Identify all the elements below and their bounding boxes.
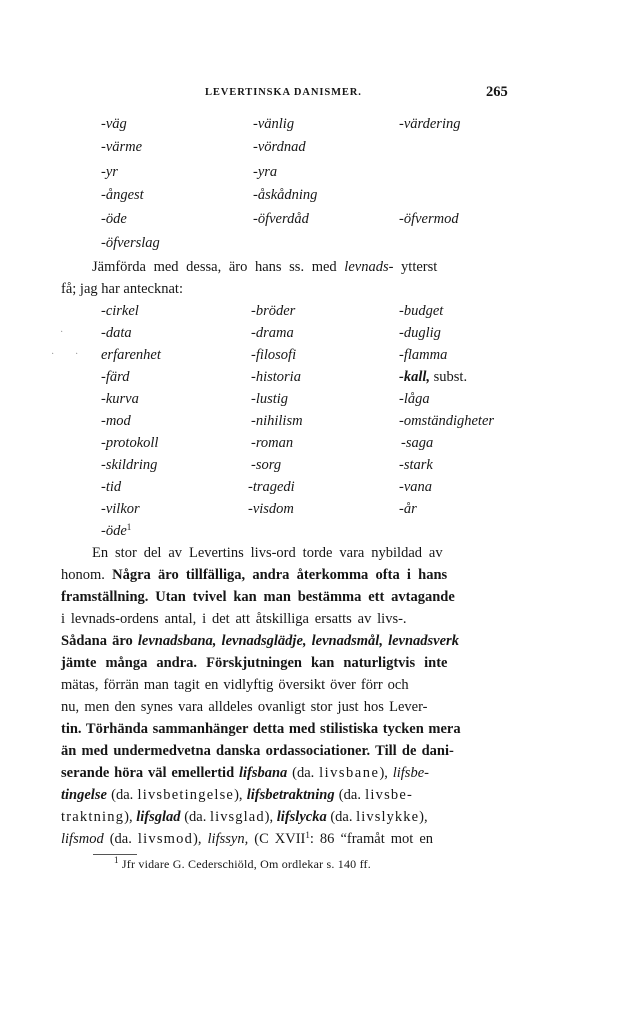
print-speck: · — [75, 349, 79, 360]
word-entry: -år — [399, 501, 417, 517]
paragraph-line — [61, 655, 447, 672]
paragraph-line — [61, 633, 459, 650]
text-run: Sådana äro — [61, 633, 138, 649]
text-run: (da. — [334, 787, 366, 803]
footnote-text: Jfr vidare G. Cederschiöld, Om ordlekar s. 140 ff. — [118, 857, 371, 871]
word-entry: -drama — [251, 325, 294, 341]
text-run: (da. — [106, 787, 138, 803]
footnote-ref: 1 — [126, 522, 132, 532]
word-entry-text: -öde — [101, 523, 127, 539]
word-entry: -cirkel — [101, 303, 139, 319]
word-entry: -värdering — [399, 116, 461, 132]
text-run: serande — [61, 765, 115, 781]
word-entry: -tid — [101, 479, 122, 495]
italic-term: lifsglad — [136, 809, 181, 825]
word-entry: -yra — [253, 164, 278, 180]
text-run: än med undermedvetna danska ordassociationer. — [61, 743, 376, 759]
footnote-marker: 1 — [114, 855, 119, 865]
text-run: honom. — [61, 567, 113, 583]
text-run: ), — [379, 765, 393, 781]
word-entry: erfarenhet — [101, 347, 161, 363]
intro-text: ytterst — [393, 259, 438, 275]
italic-term: lifssyn, — [207, 831, 249, 847]
running-title: LEVERTINSKA DANISMER. — [205, 87, 362, 98]
italic-term: lifsmod — [61, 831, 104, 847]
word-entry: -värme — [101, 139, 143, 155]
italic-term: tingelse — [61, 787, 107, 803]
word-entry: -vilkor — [101, 501, 140, 517]
italic-term: levnadsmål, — [311, 633, 383, 649]
spaced-term: livsbetingelse — [137, 787, 235, 803]
word-entry: -omständigheter — [399, 413, 495, 429]
paragraph-line: En stor del av Levertins livs-ord torde vara nybildad av — [92, 545, 443, 561]
text-run: Några äro tillfälliga, andra återkomma ofta i hans — [112, 567, 448, 583]
footnote — [114, 857, 371, 872]
text-run: ), — [193, 831, 208, 847]
text-run: : 86 “framåt mot en — [309, 831, 434, 847]
text-run: (da. — [180, 809, 210, 825]
word-entry: -vänlig — [253, 116, 295, 132]
spaced-term: livsbe- — [365, 787, 414, 803]
italic-term: lifsbana — [238, 765, 288, 781]
paragraph-line — [61, 831, 433, 848]
reference-superscript: 1 — [305, 830, 310, 840]
word-entry — [399, 369, 467, 386]
text-run: Förskjutningen kan naturligtvis inte — [206, 655, 448, 671]
paragraph-line — [61, 743, 454, 760]
word-entry: -saga — [401, 435, 434, 451]
spaced-term: livsglad — [209, 809, 265, 825]
text-run: jämte många andra. — [61, 655, 207, 671]
text-run: Törhända sammanhänger detta med stilistiska tycken mera — [85, 721, 461, 737]
word-entry: -data — [101, 325, 132, 341]
text-run: (C XVII — [248, 831, 306, 847]
intro-line-2: få; jag har antecknat: — [61, 281, 183, 297]
italic-term: levnadsverk — [388, 633, 459, 649]
word-entry: -öfvermod — [399, 211, 459, 227]
italic-term: levnadsglädje, — [221, 633, 307, 649]
spaced-term: livslykke — [356, 809, 420, 825]
italic-term: lifsbetraktning — [246, 787, 335, 803]
word-entry: -protokoll — [101, 435, 159, 451]
word-entry: -ångest — [101, 187, 144, 203]
word-entry: -bröder — [251, 303, 296, 319]
intro-text: Jämförda med dessa, äro hans ss. med — [92, 259, 345, 275]
word-entry: -lustig — [251, 391, 289, 407]
intro-italic-term: levnads- — [344, 259, 394, 275]
page-number: 265 — [486, 84, 508, 100]
print-speck: · — [51, 349, 55, 360]
text-run: (da. — [103, 831, 138, 847]
print-speck: · — [60, 327, 64, 338]
word-annotation: subst. — [430, 369, 468, 385]
word-entry: -duglig — [399, 325, 441, 341]
spaced-term: traktning — [61, 809, 125, 825]
paragraph-line — [61, 765, 429, 782]
text-run: tin. — [61, 721, 86, 737]
word-entry: -väg — [101, 116, 127, 132]
paragraph-line: nu, men den synes vara alldeles ovanligt stor just hos Lever- — [61, 699, 428, 715]
word-entry: -kurva — [101, 391, 139, 407]
spaced-term: livsbane — [319, 765, 380, 781]
word-entry: -mod — [101, 413, 131, 429]
text-run: (da. — [287, 765, 320, 781]
intro-line-1 — [92, 259, 437, 276]
word-entry: -färd — [101, 369, 130, 385]
word-entry: -roman — [251, 435, 294, 451]
word-entry: -stark — [399, 457, 433, 473]
text-run: (da. — [326, 809, 357, 825]
word-entry: -öfverslag — [101, 235, 160, 251]
italic-term: levnadsbana, — [137, 633, 217, 649]
word-entry: -skildring — [101, 457, 158, 473]
word-entry — [101, 523, 131, 540]
word-entry: -flamma — [399, 347, 448, 363]
paragraph-line: i levnads-ordens antal, i det att åtskilliga ersatts av livs-. — [61, 611, 407, 627]
word-entry: -låga — [399, 391, 430, 407]
word-entry: -nihilism — [251, 413, 303, 429]
word-entry: -öde — [101, 211, 127, 227]
word-entry: -vördnad — [253, 139, 306, 155]
italic-term: lifsbe- — [392, 765, 429, 781]
word-entry-text: -kall, — [399, 369, 431, 385]
word-entry: -budget — [399, 303, 444, 319]
text-run: ), — [419, 809, 428, 825]
text-run: höra väl emellertid — [114, 765, 239, 781]
text-run: Utan tvivel kan man bestämma ett avtagande — [155, 589, 455, 605]
word-entry: -tragedi — [248, 479, 295, 495]
word-entry: -öfverdåd — [253, 211, 309, 227]
italic-term: lifslycka — [276, 809, 327, 825]
paragraph-line — [61, 787, 413, 804]
text-run: Till de dani- — [375, 743, 454, 759]
word-entry: -vana — [399, 479, 433, 495]
text-run: framställning. — [61, 589, 156, 605]
word-entry: -yr — [101, 164, 118, 180]
word-entry: -sorg — [251, 457, 282, 473]
paragraph-line: mätas, förrän man tagit en vidlyftig översikt över förr och — [61, 677, 409, 693]
paragraph-line — [61, 721, 461, 738]
paragraph-line — [61, 809, 428, 826]
text-run: ), — [124, 809, 137, 825]
word-entry: -visdom — [248, 501, 294, 517]
spaced-term: livsmod — [137, 831, 194, 847]
word-entry: -filosofi — [251, 347, 297, 363]
word-entry: -historia — [251, 369, 301, 385]
paragraph-line — [61, 567, 447, 584]
paragraph-line — [61, 589, 455, 606]
word-entry: -åskådning — [253, 187, 318, 203]
text-run: ), — [234, 787, 247, 803]
text-run: ), — [264, 809, 277, 825]
